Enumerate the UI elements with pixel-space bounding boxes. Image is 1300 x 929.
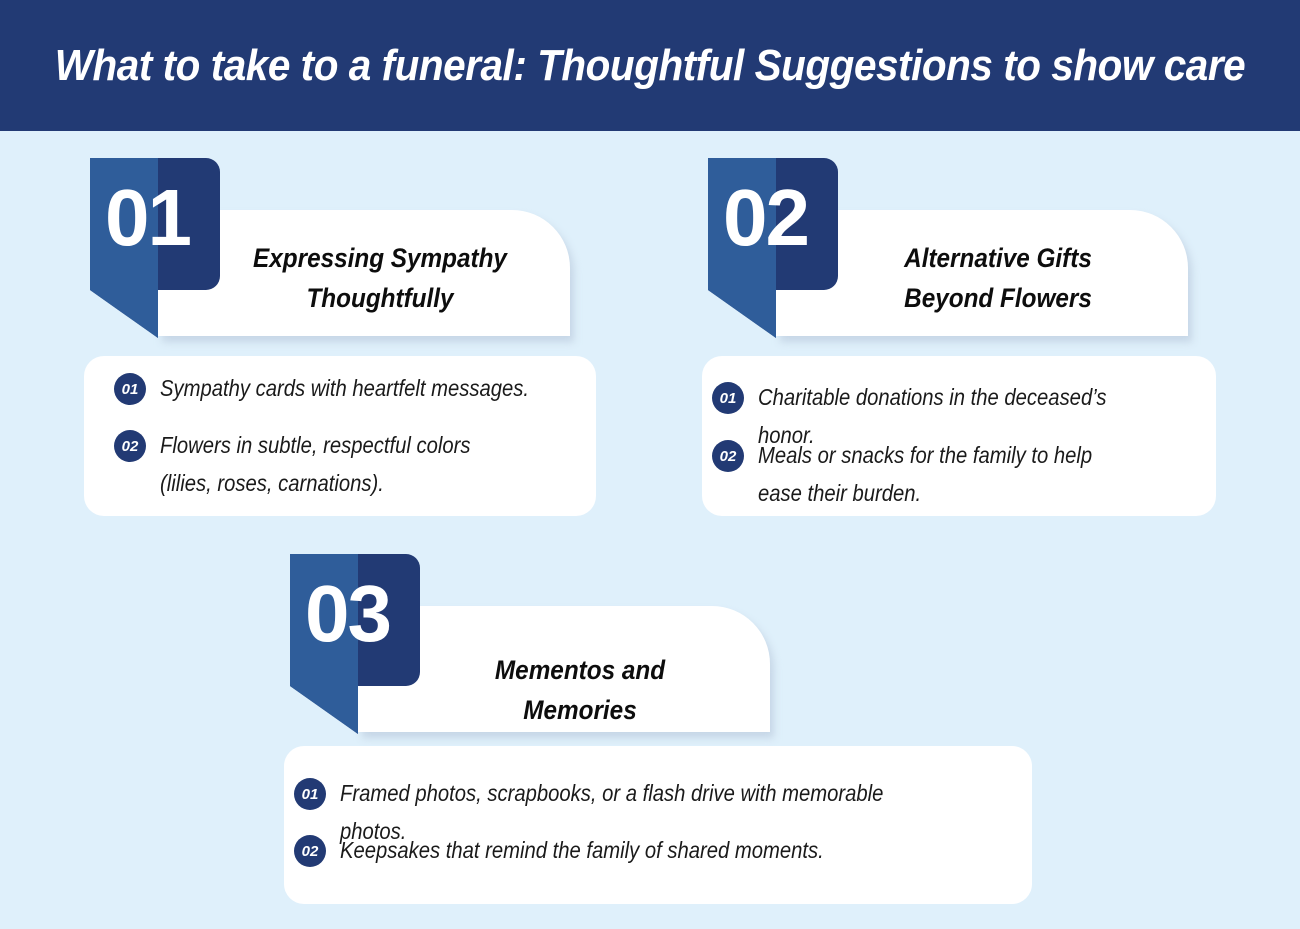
section-heading (90, 158, 590, 343)
section-number: 02 (723, 173, 808, 262)
section-number: 03 (305, 569, 390, 658)
item-text: Charitable donations in the deceased’s honor. (758, 384, 1107, 448)
section-title: Expressing Sympathy Thoughtfully (253, 243, 507, 313)
list-item (114, 369, 584, 407)
item-number-badge: 02 (294, 835, 326, 867)
item-number-badge: 01 (114, 373, 146, 405)
item-text: Flowers in subtle, respectful colors (lilies, roses, carnations). (160, 432, 471, 496)
item-text: Keepsakes that remind the family of shared moments. (340, 837, 824, 863)
section-heading (708, 158, 1208, 343)
item-number-badge: 02 (114, 430, 146, 462)
item-number-badge: 01 (712, 382, 744, 414)
items-card (702, 356, 1216, 516)
section-title: Mementos and Memories (494, 655, 666, 725)
section-2 (708, 158, 1218, 518)
section-heading (290, 554, 790, 739)
item-text: Meals or snacks for the family to help ease their burden. (758, 442, 1093, 506)
item-text: Sympathy cards with heartfelt messages. (160, 375, 529, 401)
section-1 (90, 158, 600, 518)
item-text: Framed photos, scrapbooks, or a flash drive with memorable photos. (340, 780, 884, 844)
item-number-badge: 02 (712, 440, 744, 472)
section-number: 01 (105, 173, 190, 262)
item-number-badge: 01 (294, 778, 326, 810)
list-item (114, 426, 564, 502)
items-card (284, 746, 1032, 904)
page-title: What to take to a funeral: Thoughtful Suggestions to show care (54, 40, 1246, 90)
list-item (712, 436, 1182, 512)
header-banner (0, 0, 1300, 131)
list-item (294, 831, 1024, 869)
section-3 (290, 554, 1035, 906)
section-title: Alternative Gifts Beyond Flowers (904, 243, 1092, 313)
items-card (84, 356, 596, 516)
